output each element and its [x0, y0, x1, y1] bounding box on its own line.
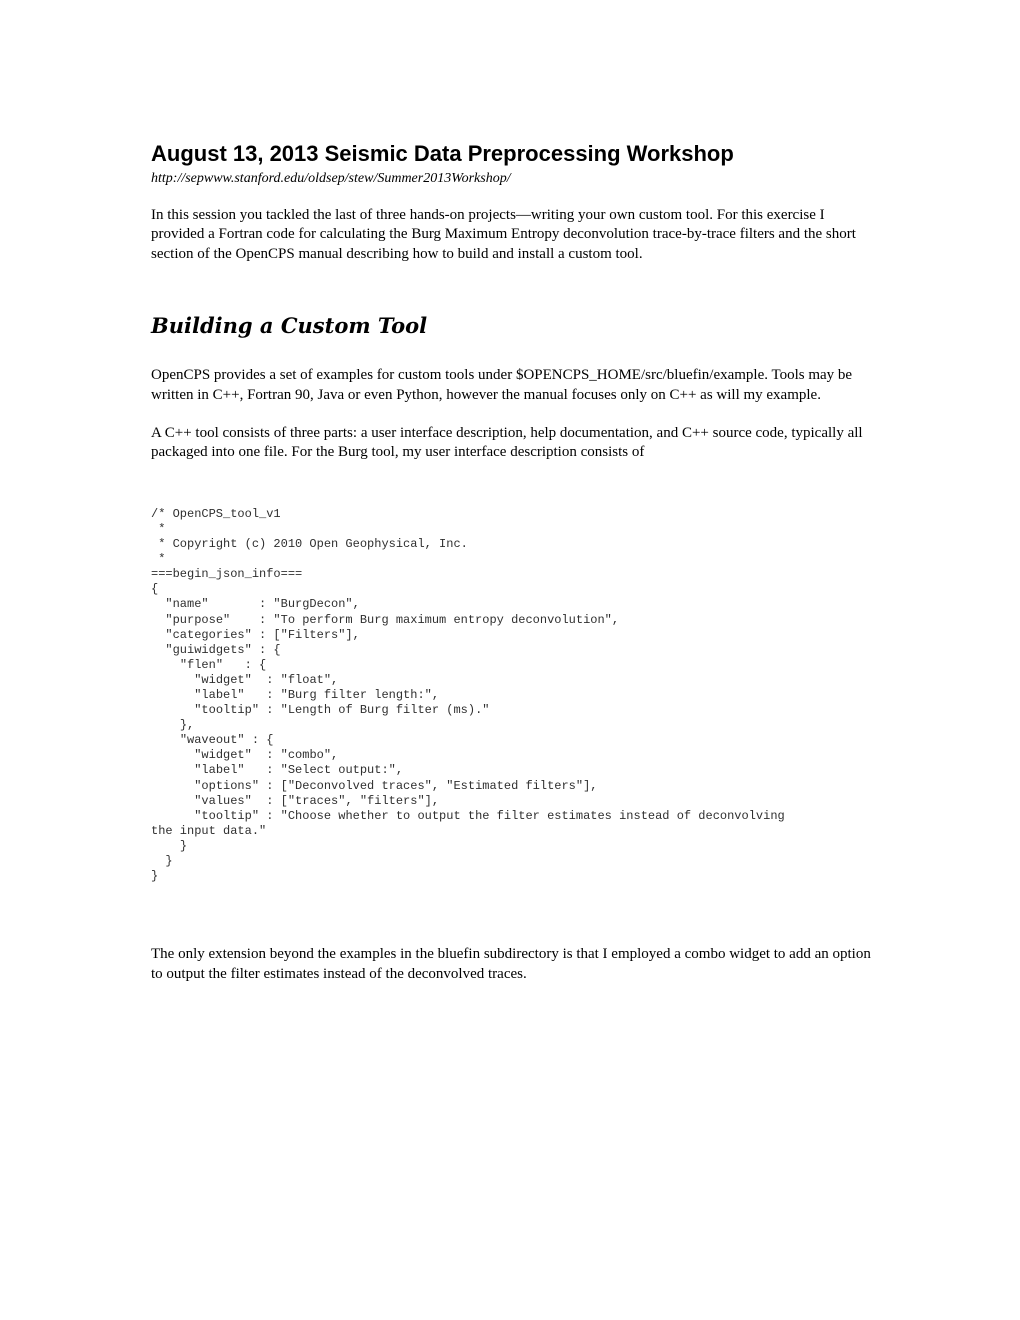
code-line: }	[151, 854, 173, 868]
code-line: },	[151, 718, 195, 733]
code-line: "categories" : ["Filters"],	[151, 627, 360, 642]
examples-paragraph: OpenCPS provides a set of examples for custom tools under $OPENCPS_HOME/src/bluefin/example. Tools may be written in C++, Fortran 90, Java or even Python, however the manual focuses only on C++ as will my example.	[151, 367, 853, 403]
code-line: {	[151, 582, 159, 597]
code-line: *	[151, 521, 166, 536]
code-line: "widget" : "float",	[151, 672, 339, 687]
tool-parts-paragraph: A C++ tool consists of three parts: a user interface description, help documentation, and C++ source code, typically all packaged into one file. For the Burg tool, my user interface description consists of	[151, 425, 863, 461]
code-line: }	[151, 838, 188, 853]
code-line: "guiwidgets" : {	[151, 642, 281, 657]
code-line: "name" : "BurgDecon",	[151, 597, 360, 612]
code-line: "purpose" : "To perform Burg maximum entropy deconvolution",	[151, 612, 620, 627]
code-line: "label" : "Select output:",	[151, 763, 404, 778]
workshop-url: http://sepwww.stanford.edu/oldsep/stew/Summer2013Workshop/	[151, 171, 511, 186]
code-line: "tooltip" : "Choose whether to output the filter estimates instead of deconvolving	[151, 808, 785, 823]
code-line: "waveout" : {	[151, 733, 274, 748]
code-line: "options" : ["Deconvolved traces", "Estimated filters"],	[151, 778, 598, 793]
code-line: }	[151, 869, 159, 884]
code-line: "widget" : "combo",	[151, 748, 339, 763]
document-page	[151, 139, 873, 1003]
code-line: "label" : "Burg filter length:",	[151, 687, 440, 702]
code-line: "tooltip" : "Length of Burg filter (ms)."	[151, 703, 490, 718]
code-line: ===begin_json_info===	[151, 567, 303, 582]
conclusion-paragraph: The only extension beyond the examples in the bluefin subdirectory is that I employed a combo widget to add an option to output the filter estimates instead of the deconvolved traces.	[151, 946, 871, 982]
code-line: the input data."	[151, 823, 267, 838]
code-line: *	[151, 552, 166, 567]
code-line: /* OpenCPS_tool_v1	[151, 506, 281, 521]
code-line: "values" : ["traces", "filters"],	[151, 793, 440, 808]
code-block	[151, 507, 873, 884]
code-line: * Copyright (c) 2010 Open Geophysical, Inc.	[151, 537, 468, 552]
intro-paragraph: In this session you tackled the last of three hands-on projects—writing your own custom tool. For this exercise I provided a Fortran code for calculating the Burg Maximum Entropy deconvolution trace-by-trace filters and the short section of the OpenCPS manual describing how to build and install a custom tool.	[151, 207, 856, 262]
code-line: "flen" : {	[151, 657, 267, 672]
document-title: August 13, 2013 Seismic Data Preprocessing Workshop	[151, 141, 734, 166]
section-heading: Building a Custom Tool	[151, 313, 428, 339]
